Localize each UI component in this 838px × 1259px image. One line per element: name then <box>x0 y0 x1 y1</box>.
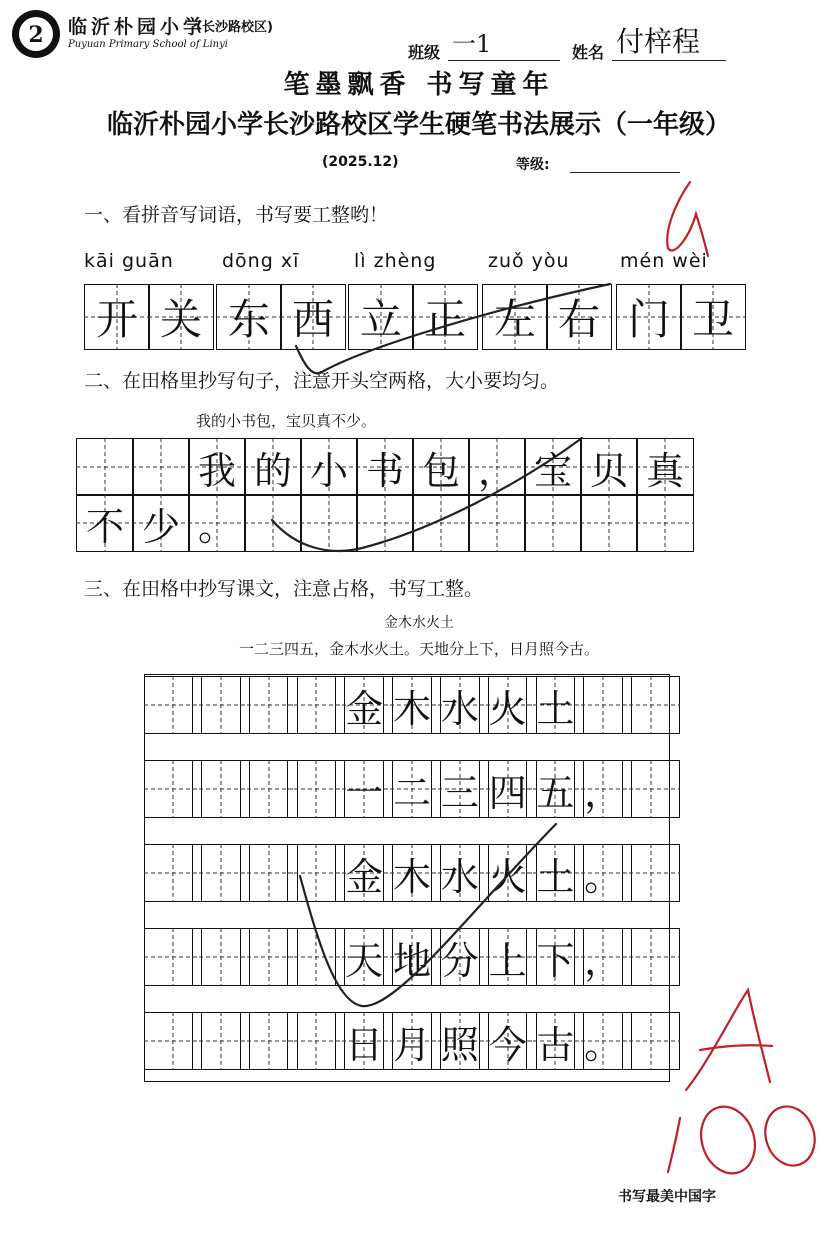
grade-field <box>570 150 680 173</box>
sentence-cell <box>468 438 526 496</box>
score-digit-0a <box>693 1100 763 1181</box>
sentence-cell <box>300 438 358 496</box>
score-digit-0b <box>758 1100 822 1172</box>
sentence-cell <box>132 494 190 552</box>
handwritten-char: 门 <box>627 295 670 344</box>
grade-mark-a <box>667 182 708 256</box>
handwritten-char <box>245 495 301 551</box>
sentence-cell <box>412 494 470 552</box>
pinyin-5: mén wèi <box>620 250 708 272</box>
sentence-cell <box>636 494 694 552</box>
handwritten-char: 照 <box>440 1022 479 1067</box>
handwritten-char: 书 <box>365 448 404 493</box>
handwritten-char: 正 <box>423 295 466 344</box>
handwritten-char: 金 <box>345 854 384 899</box>
sentence-cell <box>524 438 582 496</box>
handwritten-char <box>623 929 679 985</box>
handwritten-char: 土 <box>536 854 575 899</box>
handwritten-char: ， <box>477 448 516 493</box>
title-slogan: 笔墨飘香 书写童年 <box>283 70 555 100</box>
handwritten-char <box>413 495 469 551</box>
handwritten-char: 。 <box>584 854 623 899</box>
sentence-cell <box>580 494 638 552</box>
handwritten-char: 水 <box>440 854 479 899</box>
handwritten-char: 四 <box>488 770 527 815</box>
handwritten-char: 月 <box>392 1022 431 1067</box>
handwritten-char: 日 <box>345 1022 384 1067</box>
handwritten-char: 水 <box>440 686 479 731</box>
handwritten-char: 木 <box>392 686 431 731</box>
handwritten-char <box>637 495 693 551</box>
handwritten-char: 古 <box>536 1022 575 1067</box>
final-grade-a <box>686 990 772 1090</box>
handwritten-char: 下 <box>536 938 575 983</box>
score-digit-1 <box>668 1118 680 1172</box>
sentence-cell <box>188 438 246 496</box>
name-label: 姓名 <box>572 43 605 62</box>
handwritten-char: 右 <box>557 295 600 344</box>
handwritten-char: 宝 <box>533 448 572 493</box>
handwritten-char: 三 <box>440 770 479 815</box>
svg-text:2: 2 <box>28 22 44 48</box>
handwritten-char: 东 <box>227 295 270 344</box>
handwritten-char: 我 <box>197 448 236 493</box>
sentence-cell <box>580 438 638 496</box>
section2-heading: 二、在田格里抄写句子，注意开头空两格，大小要均匀。 <box>84 370 560 392</box>
pinyin-4: zuǒ yòu <box>488 250 570 272</box>
answer-cell <box>546 284 612 350</box>
handwritten-char: 火 <box>488 854 527 899</box>
footer-slogan: 书写最美中国字 <box>618 1189 716 1205</box>
handwritten-char: 今 <box>488 1022 527 1067</box>
answer-cell <box>84 284 150 350</box>
pinyin-3: lì zhèng <box>354 250 437 272</box>
school-english-name: Puyuan Primary School of Linyi <box>68 39 228 50</box>
copy-sentence: 我的小书包，宝贝真不少。 <box>196 412 377 430</box>
answer-cell <box>148 284 214 350</box>
answer-cell <box>412 284 478 350</box>
handwritten-char: 包 <box>421 448 460 493</box>
sentence-cell <box>132 438 190 496</box>
handwritten-char: 二 <box>392 770 431 815</box>
grade-label: 等级: <box>516 157 550 173</box>
sentence-cell <box>188 494 246 552</box>
poem-cell <box>622 928 680 986</box>
sentence-cell <box>76 438 134 496</box>
handwritten-char: 。 <box>197 504 236 549</box>
handwritten-char: 一 <box>345 770 384 815</box>
poem-cell <box>622 676 680 734</box>
handwritten-char <box>623 1013 679 1069</box>
handwritten-char: ， <box>584 770 623 815</box>
sentence-cell <box>356 438 414 496</box>
handwritten-char <box>623 677 679 733</box>
handwritten-char: 木 <box>392 854 431 899</box>
school-name: 临沂朴园小学 <box>68 16 207 38</box>
handwritten-char: 上 <box>488 938 527 983</box>
handwritten-char <box>623 845 679 901</box>
sentence-cell <box>636 438 694 496</box>
sentence-cell <box>244 438 302 496</box>
handwritten-char: 土 <box>536 686 575 731</box>
section3-heading: 三、在田格中抄写课文，注意占格，书写工整。 <box>84 578 484 600</box>
school-campus: (长沙路校区) <box>196 20 273 35</box>
handwritten-char: 金 <box>345 686 384 731</box>
handwritten-char: 西 <box>291 295 334 344</box>
handwritten-char <box>133 439 189 495</box>
handwritten-char <box>623 761 679 817</box>
handwritten-char: ， <box>584 938 623 983</box>
sentence-cell <box>356 494 414 552</box>
class-value: 一1 <box>452 30 492 58</box>
handwritten-char <box>301 495 357 551</box>
pinyin-1: kāi guān <box>84 250 174 272</box>
handwritten-char: 。 <box>584 1022 623 1067</box>
handwritten-char <box>357 495 413 551</box>
date: (2025.12) <box>322 154 399 170</box>
answer-cell <box>216 284 282 350</box>
page-title: 临沂朴园小学长沙路校区学生硬笔书法展示（一年级） <box>106 110 731 140</box>
handwritten-char: 分 <box>440 938 479 983</box>
answer-cell <box>680 284 746 350</box>
handwritten-char: 火 <box>488 686 527 731</box>
handwritten-char: 关 <box>159 295 202 344</box>
handwritten-char: 少 <box>141 504 180 549</box>
handwritten-char: 的 <box>253 448 292 493</box>
sentence-cell <box>412 438 470 496</box>
school-logo-icon <box>10 8 62 60</box>
handwritten-char: 左 <box>493 295 536 344</box>
sentence-cell <box>524 494 582 552</box>
answer-cell <box>616 284 682 350</box>
student-name: 付梓程 <box>616 25 701 58</box>
poem-cell <box>622 844 680 902</box>
handwritten-char: 小 <box>309 448 348 493</box>
poem-title: 金木水火土 <box>384 615 454 631</box>
sentence-cell <box>300 494 358 552</box>
poem-cell <box>622 1012 680 1070</box>
handwritten-char: 立 <box>359 295 402 344</box>
sentence-cell <box>76 494 134 552</box>
class-label: 班级 <box>408 43 441 62</box>
poem-text: 一二三四五，金木水火土。天地分上下，日月照今古。 <box>238 640 599 658</box>
poem-cell <box>622 760 680 818</box>
handwritten-char <box>469 495 525 551</box>
handwritten-char <box>77 439 133 495</box>
handwritten-char: 天 <box>345 938 384 983</box>
handwritten-char: 地 <box>392 938 431 983</box>
handwritten-char: 卫 <box>691 295 734 344</box>
pinyin-2: dōng xī <box>222 250 300 272</box>
handwritten-char <box>525 495 581 551</box>
handwritten-char: 开 <box>95 295 138 344</box>
sentence-cell <box>468 494 526 552</box>
school-logo <box>10 8 62 60</box>
answer-cell <box>482 284 548 350</box>
sentence-cell <box>244 494 302 552</box>
handwritten-char <box>581 495 637 551</box>
section1-heading: 一、看拼音写词语，书写要工整哟！ <box>84 204 389 226</box>
answer-cell <box>348 284 414 350</box>
answer-cell <box>280 284 346 350</box>
handwritten-char: 真 <box>645 448 684 493</box>
handwritten-char: 不 <box>85 504 124 549</box>
handwritten-char: 贝 <box>589 448 628 493</box>
handwritten-char: 五 <box>536 770 575 815</box>
